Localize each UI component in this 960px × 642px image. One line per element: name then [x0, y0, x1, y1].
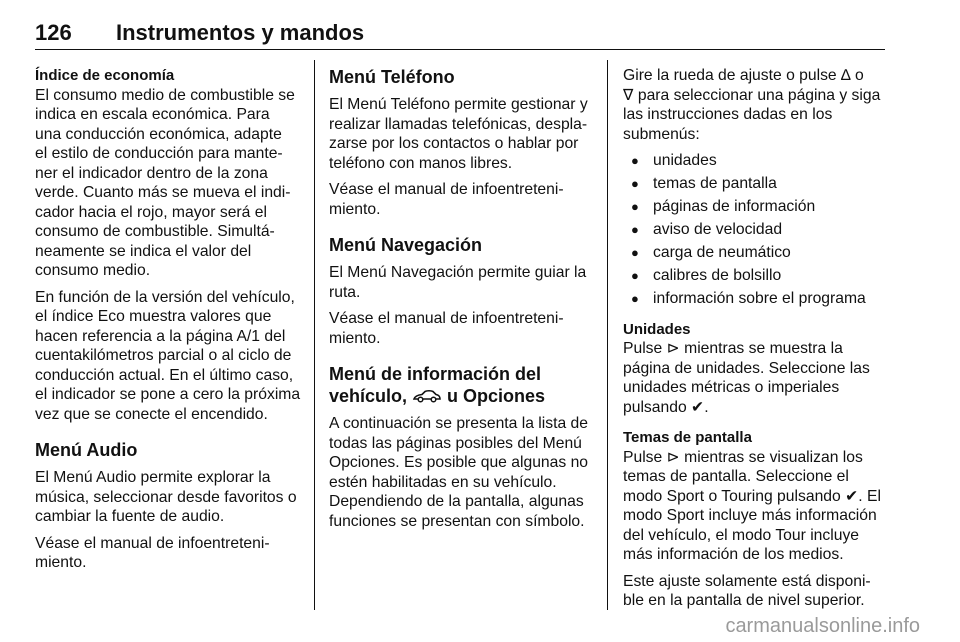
adjust-wheel-paragraph [623, 66, 888, 144]
vehicle-info-heading-text-2: u Opciones [442, 386, 546, 406]
intro-text-3: para seleccionar una página y siga las instrucciones dadas en los submenús: [623, 86, 881, 143]
watermark: carmanualsonline.info [725, 615, 920, 637]
units-text-3: . [704, 398, 709, 416]
page-header [35, 12, 885, 50]
themes-text-1: Pulse [623, 448, 667, 466]
checkmark-icon: ✔ [845, 487, 859, 505]
column-3 [623, 66, 888, 618]
phone-menu-reference: Véase el manual de infoentreteni- miento. [329, 181, 564, 218]
navigation-menu-paragraph: El Menú Navegación permite guiar la ruta. [329, 264, 587, 301]
eco-version-paragraph: En función de la versión del vehículo, el índice Eco muestra valores que hacen referencia a la página A/1 del cuentakilómetros parcial o al ciclo de conducción actual. En el último caso, el indicador se pone a cero la próxima vez que se conecte el encendido. [35, 288, 301, 423]
list-item: ● unidades [623, 151, 888, 171]
car-icon [412, 386, 442, 406]
list-item: ● información sobre el programa [623, 289, 888, 309]
list-item: ● calibres de bolsillo [623, 266, 888, 286]
units-text-1: Pulse [623, 340, 667, 357]
audio-menu-paragraph: El Menú Audio permite explorar la música, seleccionar desde favoritos o cambiar la fuente de audio. [35, 469, 297, 525]
checkmark-icon: ✔ [691, 398, 705, 416]
down-arrow-icon: ∇ [623, 86, 634, 104]
economy-paragraph: El consumo medio de combustible se indica en escala económica. Para una conducción económica, adapte el estilo de conducción para mante- ner el indicador dentro de la zona verde. Cuanto más se mueva el indi- cador hacia el rojo, mayor será el consumo de combustible. Simultá- neamente se indica el valor del consumo medio. [35, 86, 295, 279]
list-item: ● temas de pantalla [623, 174, 888, 194]
next-arrow-icon: ⊳ [666, 448, 680, 466]
economy-heading: Índice de economía [35, 67, 175, 84]
top-level-note: Este ajuste solamente está disponi- ble en la pantalla de nivel superior. [623, 572, 871, 609]
submenu-list [623, 151, 888, 309]
column-divider-1 [314, 60, 315, 610]
intro-text-1: Gire la rueda de ajuste o pulse [623, 67, 842, 84]
audio-menu-heading: Menú Audio [35, 440, 138, 460]
navigation-menu-heading: Menú Navegación [329, 235, 483, 255]
phone-menu-paragraph: El Menú Teléfono permite gestionar y realizar llamadas telefónicas, despla- zarse por los contactos o hablar por teléfono con manos libres. [329, 96, 588, 172]
header-rule [35, 49, 885, 50]
display-themes-paragraph [623, 448, 888, 565]
themes-text-3: . El modo Sport incluye más información del vehículo, el modo Tour incluye más información de los medios. [623, 487, 881, 563]
units-heading: Unidades [623, 320, 691, 338]
vehicle-info-heading-text-1: Menú de información del vehículo, [329, 364, 542, 406]
list-item: ● carga de neumático [623, 243, 888, 263]
vehicle-info-paragraph: A continuación se presenta la lista de todas las páginas posibles del Menú Opciones. Es posible que algunas no estén habilitadas en su vehículo. Dependiendo de la pantalla, algunas funciones se presentan con símbolo. [329, 415, 589, 530]
list-item: ● páginas de información [623, 197, 888, 217]
running-title: Instrumentos y mandos [116, 20, 365, 45]
intro-text-2: o [854, 67, 864, 84]
list-item: ● aviso de velocidad [623, 220, 888, 240]
units-text-2: mientras se muestra la página de unidades. Seleccione las unidades métricas o imperiales pulsando [623, 340, 870, 416]
column-divider-2 [607, 60, 608, 610]
page-number: 126 [35, 20, 72, 45]
phone-menu-heading: Menú Teléfono [329, 67, 455, 87]
column-1 [35, 66, 305, 580]
themes-text-2: mientras se visualizan los temas de pantalla. Seleccione el modo Sport o Touring pulsando [623, 448, 863, 505]
navigation-menu-reference: Véase el manual de infoentreteni- miento. [329, 310, 564, 347]
up-arrow-icon: ∆ [841, 67, 851, 84]
column-2 [329, 66, 592, 538]
audio-menu-reference: Véase el manual de infoentreteni- miento. [35, 534, 270, 571]
display-themes-heading: Temas de pantalla [623, 429, 752, 446]
units-paragraph [623, 339, 888, 417]
vehicle-info-menu-heading [329, 363, 592, 407]
next-arrow-icon: ⊳ [666, 340, 680, 357]
